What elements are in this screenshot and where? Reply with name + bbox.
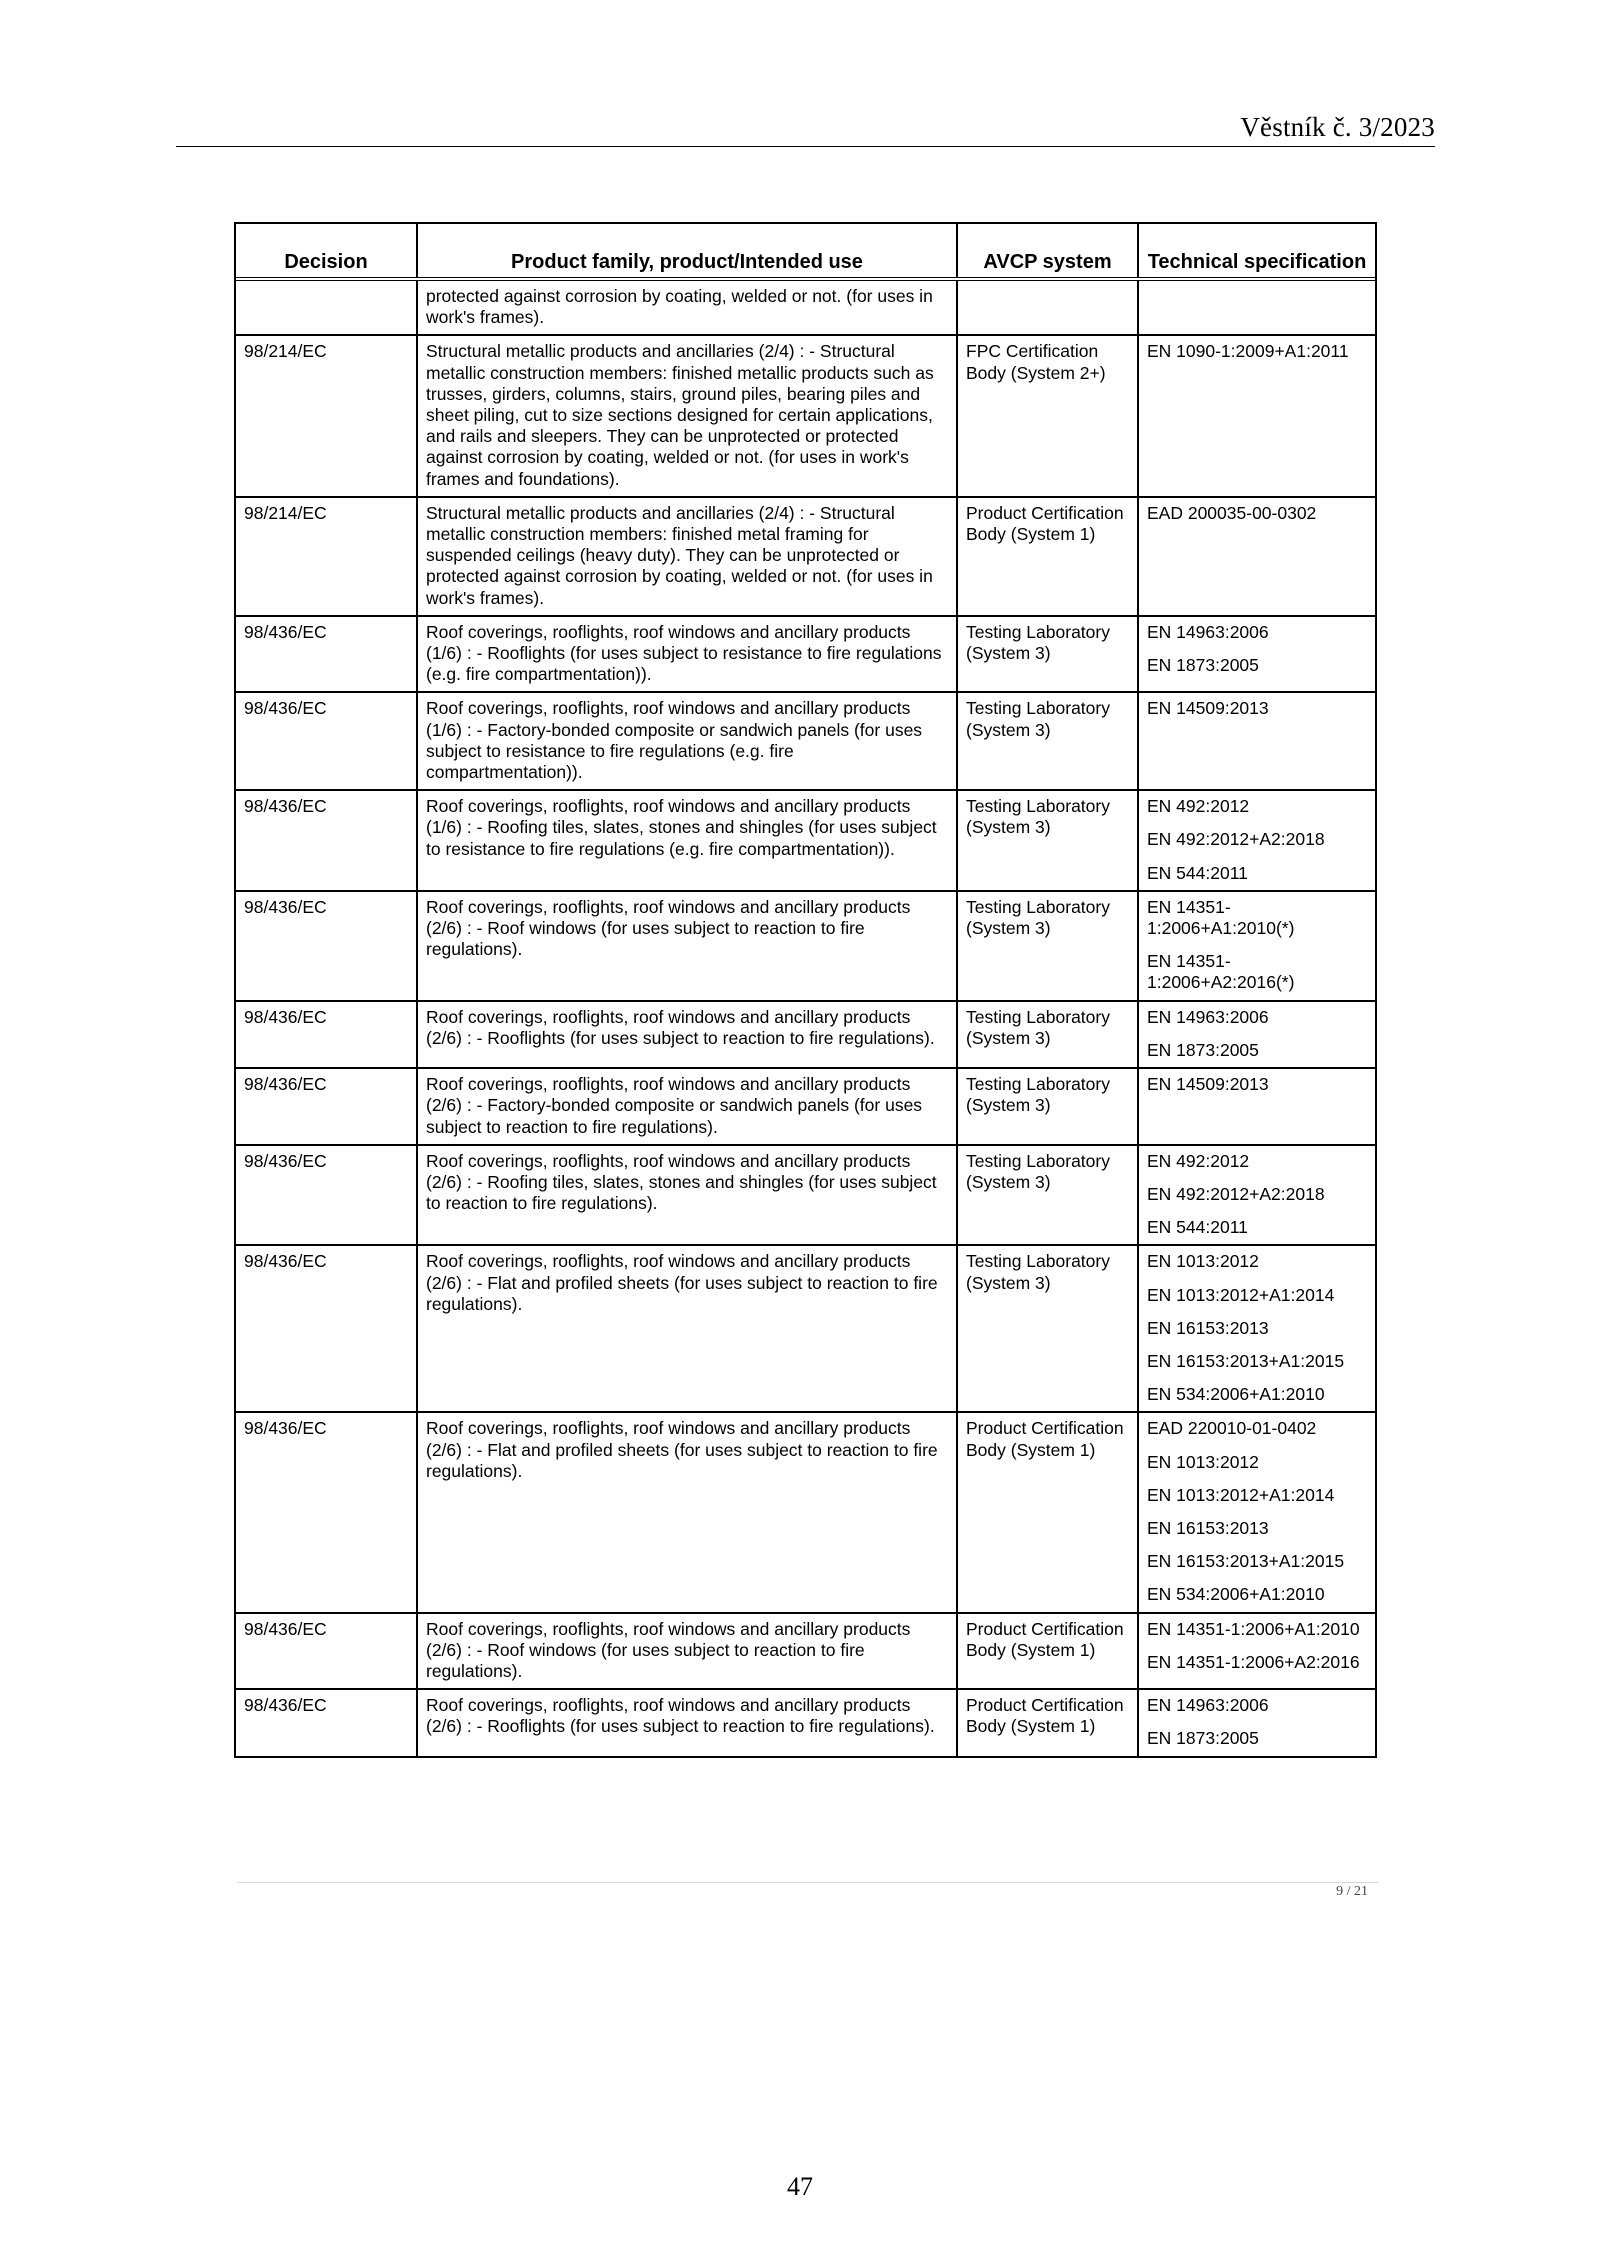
footer-page-count: 9 / 21	[1336, 1884, 1368, 1899]
spec-item: EN 14963:2006	[1147, 1695, 1269, 1716]
cell-avcp: Testing Laboratory (System 3)	[957, 1068, 1138, 1145]
spec-item: EAD 200035-00-0302	[1147, 502, 1317, 523]
cell-product: Roof coverings, rooflights, roof windows and ancillary products (2/6) : - Roofing tiles, slates, stones and shingles (for uses subject to reaction to fire regulations).	[417, 1145, 957, 1246]
spec-item: EN 16153:2013+A1:2015	[1147, 1350, 1345, 1371]
cell-decision: 98/214/EC	[236, 497, 417, 616]
cell-technical-spec	[1138, 891, 1375, 1001]
table-row	[236, 335, 1375, 496]
specification-table	[234, 222, 1377, 1758]
cell-technical-spec	[1138, 1145, 1375, 1246]
cell-product: Roof coverings, rooflights, roof windows and ancillary products (2/6) : - Rooflights (for uses subject to reaction to fire regulations).	[417, 1001, 957, 1068]
spec-item: EN 544:2011	[1147, 1217, 1248, 1238]
spec-item: EN 492:2012+A2:2018	[1147, 1183, 1325, 1204]
cell-decision: 98/214/EC	[236, 335, 417, 496]
table-row	[236, 616, 1375, 693]
spec-item: EN 1090-1:2009+A1:2011	[1147, 341, 1349, 362]
cell-technical-spec	[1138, 279, 1375, 335]
cell-product: Roof coverings, rooflights, roof windows and ancillary products (1/6) : - Rooflights (for uses subject to resistance to fire regulations (e.g. fire compartmentation)).	[417, 616, 957, 693]
spec-item: EN 14509:2013	[1147, 698, 1269, 719]
cell-avcp: Testing Laboratory (System 3)	[957, 692, 1138, 790]
cell-avcp: Testing Laboratory (System 3)	[957, 790, 1138, 891]
cell-avcp: FPC Certification Body (System 2+)	[957, 335, 1138, 496]
footer-rule	[237, 1882, 1378, 1883]
table-row	[236, 891, 1375, 1001]
cell-decision	[236, 279, 417, 335]
cell-avcp: Product Certification Body (System 1)	[957, 1689, 1138, 1755]
cell-decision: 98/436/EC	[236, 891, 417, 1001]
cell-avcp: Testing Laboratory (System 3)	[957, 616, 1138, 693]
table-header-row	[236, 224, 1375, 279]
spec-item: EN 1873:2005	[1147, 655, 1259, 676]
cell-technical-spec	[1138, 1689, 1375, 1755]
cell-avcp: Product Certification Body (System 1)	[957, 1613, 1138, 1690]
cell-decision: 98/436/EC	[236, 692, 417, 790]
page-number: 47	[787, 2172, 813, 2201]
spec-item: EN 14963:2006	[1147, 1006, 1269, 1027]
header-rule	[176, 146, 1435, 147]
spec-item: EN 1873:2005	[1147, 1728, 1259, 1749]
spec-item: EN 14351-1:2006+A2:2016(*)	[1147, 951, 1295, 993]
spec-item: EN 544:2011	[1147, 862, 1248, 883]
cell-product: Roof coverings, rooflights, roof windows and ancillary products (2/6) : - Roof windows (for uses subject to reaction to fire regulations).	[417, 1613, 957, 1690]
header-product: Product family, product/Intended use	[417, 224, 957, 279]
cell-decision: 98/436/EC	[236, 616, 417, 693]
header-title: Věstník č. 3/2023	[1240, 112, 1435, 142]
spec-item: EN 14963:2006	[1147, 621, 1269, 642]
cell-technical-spec	[1138, 1412, 1375, 1612]
cell-product: Roof coverings, rooflights, roof windows and ancillary products (1/6) : - Factory-bonded composite or sandwich panels (for uses subject to resistance to fire regulations (e.g. fire compartmentation)).	[417, 692, 957, 790]
spec-item: EN 14509:2013	[1147, 1074, 1269, 1095]
table-row	[236, 1001, 1375, 1068]
spec-item: EN 1013:2012	[1147, 1251, 1259, 1272]
spec-item: EN 1013:2012+A1:2014	[1147, 1284, 1335, 1305]
spec-item: EN 16153:2013+A1:2015	[1147, 1551, 1345, 1572]
cell-technical-spec	[1138, 335, 1375, 496]
spec-item: EN 1873:2005	[1147, 1039, 1259, 1060]
table-row	[236, 692, 1375, 790]
table-row	[236, 1689, 1375, 1755]
cell-avcp: Testing Laboratory (System 3)	[957, 891, 1138, 1001]
cell-product: Roof coverings, rooflights, roof windows and ancillary products (2/6) : - Flat and profiled sheets (for uses subject to reaction to fire regulations).	[417, 1412, 957, 1612]
spec-item: EN 14351-1:2006+A2:2016	[1147, 1651, 1360, 1672]
cell-decision: 98/436/EC	[236, 1068, 417, 1145]
cell-avcp: Product Certification Body (System 1)	[957, 1412, 1138, 1612]
spec-item: EN 492:2012	[1147, 796, 1250, 817]
cell-product: Roof coverings, rooflights, roof windows and ancillary products (1/6) : - Roofing tiles, slates, stones and shingles (for uses subject to resistance to fire regulations (e.g. fire compartmentation)).	[417, 790, 957, 891]
cell-technical-spec	[1138, 1068, 1375, 1145]
spec-item: EAD 220010-01-0402	[1147, 1418, 1317, 1439]
table-body	[236, 279, 1375, 1756]
cell-technical-spec	[1138, 1245, 1375, 1412]
table-row	[236, 497, 1375, 616]
spec-item: EN 534:2006+A1:2010	[1147, 1584, 1325, 1605]
header-technical-spec: Technical specification	[1138, 224, 1375, 279]
cell-technical-spec	[1138, 497, 1375, 616]
spec-item: EN 534:2006+A1:2010	[1147, 1384, 1325, 1405]
cell-avcp: Testing Laboratory (System 3)	[957, 1245, 1138, 1412]
header-avcp: AVCP system	[957, 224, 1138, 279]
table-row	[236, 1068, 1375, 1145]
cell-technical-spec	[1138, 616, 1375, 693]
spec-item: EN 1013:2012	[1147, 1451, 1259, 1472]
cell-decision: 98/436/EC	[236, 790, 417, 891]
cell-decision: 98/436/EC	[236, 1613, 417, 1690]
cell-decision: 98/436/EC	[236, 1001, 417, 1068]
cell-product: Roof coverings, rooflights, roof windows and ancillary products (2/6) : - Rooflights (for uses subject to reaction to fire regulations).	[417, 1689, 957, 1755]
table-row	[236, 1145, 1375, 1246]
cell-product: Roof coverings, rooflights, roof windows and ancillary products (2/6) : - Flat and profiled sheets (for uses subject to reaction to fire regulations).	[417, 1245, 957, 1412]
cell-technical-spec	[1138, 1613, 1375, 1690]
spec-item: EN 492:2012	[1147, 1150, 1250, 1171]
cell-product: Structural metallic products and ancillaries (2/4) : - Structural metallic construction members: finished metallic products such as trusses, girders, columns, stairs, ground piles, bearing piles and sheet piling, cut to size sections designed for certain applications, and rails and sleepers. They can be unprotected or protected against corrosion by coating, welded or not. (for uses in work's frames and foundations).	[417, 335, 957, 496]
cell-technical-spec	[1138, 1001, 1375, 1068]
cell-decision: 98/436/EC	[236, 1689, 417, 1755]
cell-avcp: Product Certification Body (System 1)	[957, 497, 1138, 616]
cell-product: Roof coverings, rooflights, roof windows and ancillary products (2/6) : - Roof windows (for uses subject to reaction to fire regulations).	[417, 891, 957, 1001]
spec-item: EN 492:2012+A2:2018	[1147, 829, 1325, 850]
cell-avcp	[957, 279, 1138, 335]
cell-decision: 98/436/EC	[236, 1145, 417, 1246]
spec-item: EN 14351-1:2006+A1:2010(*)	[1147, 896, 1295, 939]
spec-item: EN 1013:2012+A1:2014	[1147, 1484, 1335, 1505]
spec-item: EN 16153:2013	[1147, 1317, 1269, 1338]
cell-product: Roof coverings, rooflights, roof windows and ancillary products (2/6) : - Factory-bonded composite or sandwich panels (for uses subject to reaction to fire regulations).	[417, 1068, 957, 1145]
table-row	[236, 1613, 1375, 1690]
table	[236, 224, 1375, 1756]
cell-product: Structural metallic products and ancillaries (2/4) : - Structural metallic construction members: finished metal framing for suspended ceilings (heavy duty). They can be unprotected or protected against corrosion by coating, welded or not. (for uses in work's frames).	[417, 497, 957, 616]
cell-technical-spec	[1138, 692, 1375, 790]
cell-decision: 98/436/EC	[236, 1412, 417, 1612]
cell-product: protected against corrosion by coating, welded or not. (for uses in work's frames).	[417, 279, 957, 335]
spec-item: EN 14351-1:2006+A1:2010	[1147, 1618, 1360, 1639]
table-row	[236, 1245, 1375, 1412]
table-row	[236, 1412, 1375, 1612]
table-row	[236, 790, 1375, 891]
table-row	[236, 279, 1375, 335]
cell-avcp: Testing Laboratory (System 3)	[957, 1145, 1138, 1246]
cell-technical-spec	[1138, 790, 1375, 891]
spec-item: EN 16153:2013	[1147, 1517, 1269, 1538]
cell-avcp: Testing Laboratory (System 3)	[957, 1001, 1138, 1068]
cell-decision: 98/436/EC	[236, 1245, 417, 1412]
header-decision: Decision	[236, 224, 417, 279]
